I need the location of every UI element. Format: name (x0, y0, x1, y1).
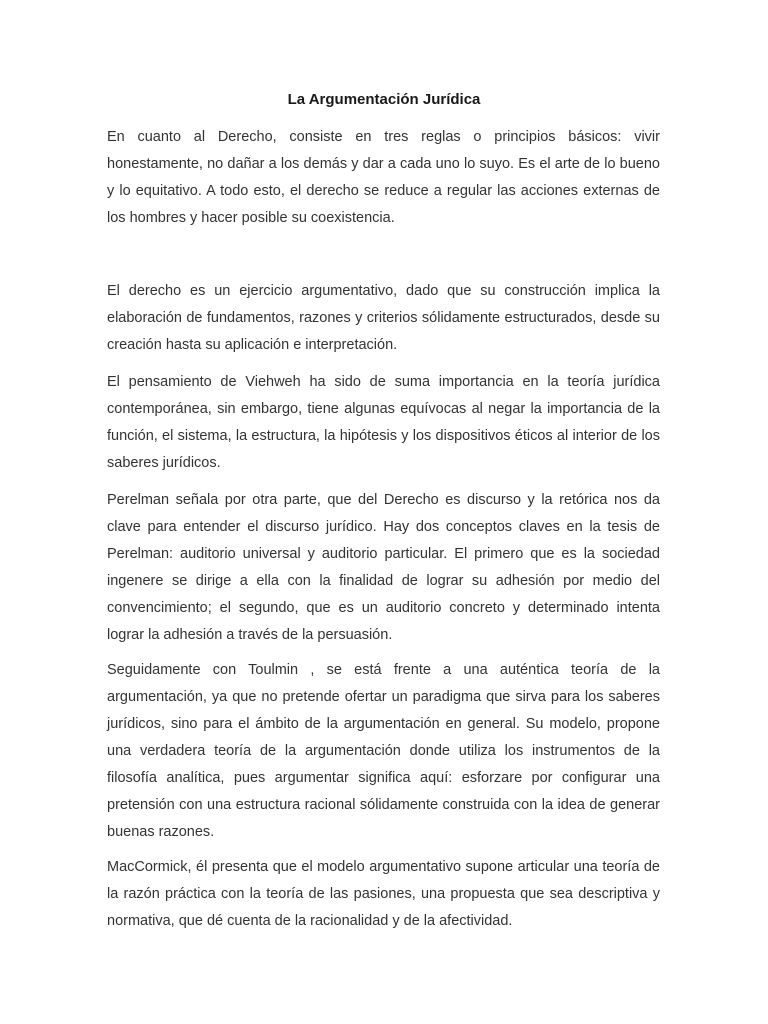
page-title: La Argumentación Jurídica (287, 91, 481, 108)
paragraph-perelman: Perelman señala por otra parte, que del Derecho es discurso y la retórica nos da clave para entender el discurso jurídico. Hay dos conceptos claves en la tesis de Perelman: auditorio universal y auditorio particular. El primero que es la sociedad ingenere se dirige a ella con la finalidad de lograr su adhesión por medio del convencimiento; el segundo, que es un auditorio concreto y determinado intenta lograr la adhesión a través de la persuasión. (107, 492, 660, 643)
paragraph-viehweh: El pensamiento de Viehweh ha sido de suma importancia en la teoría jurídica contemporánea, sin embargo, tiene algunas equívocas al negar la importancia de la función, el sistema, la estructura, la hipótesis y los dispositivos éticos al interior de los saberes jurídicos. (107, 374, 660, 471)
paragraph-toulmin: Seguidamente con Toulmin , se está frente a una auténtica teoría de la argumentación, ya que no pretende ofertar un paradigma que sirva para los saberes jurídicos, sino para el ámbito de la argumentación en general. Su modelo, propone una verdadera teoría de la argumentación donde utiliza los instrumentos de la filosofía analítica, pues argumentar significa aquí: esforzare por configurar una pretensión con una estructura racional sólidamente construida con la idea de generar buenas razones. (107, 662, 660, 840)
paragraph-maccormick: MacCormick, él presenta que el modelo argumentativo supone articular una teoría de la razón práctica con la teoría de las pasiones, una propuesta que sea descriptiva y normativa, que dé cuenta de la racionalidad y de la afectividad. (107, 859, 660, 929)
paragraph-ejercicio-argumentativo: El derecho es un ejercicio argumentativo, dado que su construcción implica la elaboración de fundamentos, razones y criterios sólidamente estructurados, desde su creación hasta su aplicación e interpretación. (107, 283, 660, 353)
paragraph-derecho-principios: En cuanto al Derecho, consiste en tres reglas o principios básicos: vivir honestamente, no dañar a los demás y dar a cada uno lo suyo. Es el arte de lo bueno y lo equitativo. A todo esto, el derecho se reduce a regular las acciones externas de los hombres y hacer posible su coexistencia. (107, 129, 660, 226)
